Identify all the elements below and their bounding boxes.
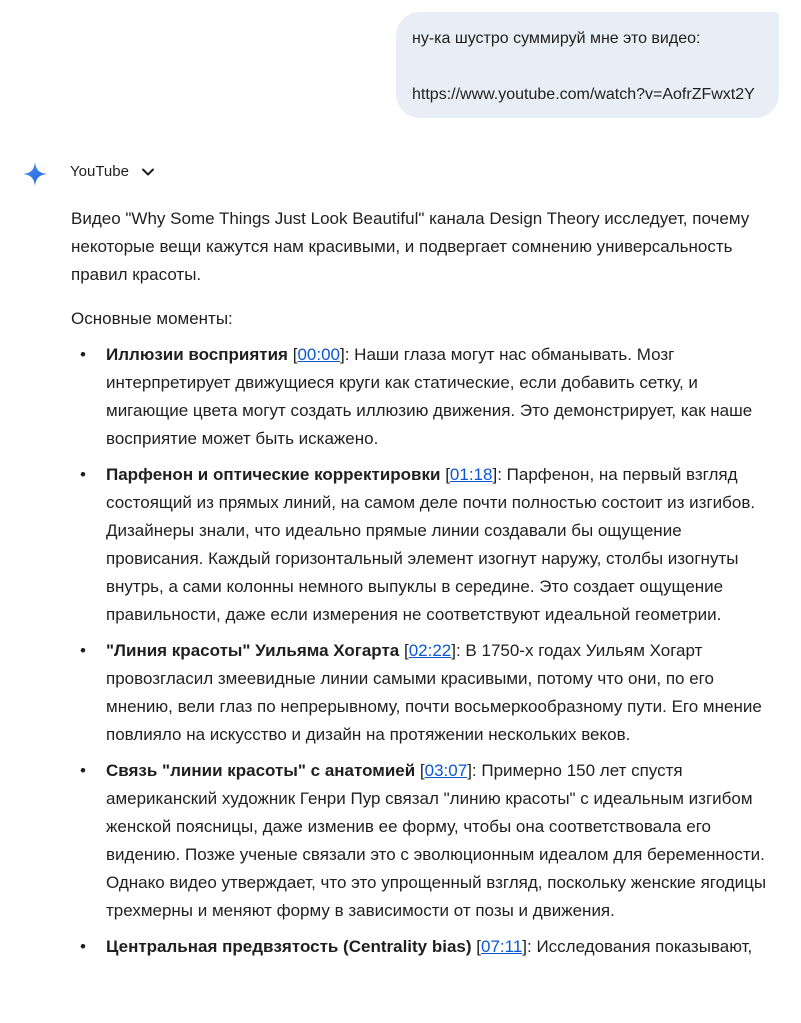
timestamp-link[interactable]: 01:18 bbox=[449, 465, 493, 484]
user-message-bubble bbox=[396, 12, 779, 118]
point-text: : В 1750-х годах Уильям Хогарт провозгласил змеевидные линии самыми красивыми, потому что они, по его мнению, вели глаз по непрерывному, почти восьмеркообразному пути. Его мнение повлияло на искусство и дизайн на протяжении нескольких веков. bbox=[106, 641, 762, 744]
point-title: Парфенон и оптические корректировки bbox=[106, 465, 441, 484]
moments-label: Основные моменты: bbox=[71, 309, 233, 328]
point-text: : Парфенон, на первый взгляд состоящий из прямых линий, на самом деле почти полностью состоит из изгибов. Дизайнеры знали, что идеально прямые линии создавали бы ощущение провисания. Каждый горизонтальный элемент изогнут наружу, столбы изогнуты внутрь, а сами колонны немного выпуклы в середине. Это создает ощущение правильности, даже если измерения не соответствуют идеальной геометрии. bbox=[106, 465, 756, 624]
chevron-down-icon bbox=[141, 165, 155, 179]
key-points-list bbox=[71, 341, 783, 961]
point-text: : Примерно 150 лет спустя американский художник Генри Пур связал "линию красоты" с идеальным изгибом женской поясницы, даже изменив ее форму, чтобы она соответствовала его видению. Позже ученые связали это с эволюционным идеалом для беременности. Однако видео утверждает, что это упрощенный взгляд, поскольку женские ягодицы трехмерны и меняют форму в зависимости от позы и движения. bbox=[106, 761, 767, 920]
list-item: • Иллюзии восприятия [00:00]: Наши глаза могут нас обманывать. Мозг интерпретирует движущиеся круги как статические, если добавить сетку, и мигающие цвета могут создать иллюзию движения. Это демонстрирует, как наше восприятие может быть искажено. bbox=[80, 345, 753, 448]
point-text: : Исследования показывают, bbox=[527, 937, 753, 956]
list-item: • Связь "линии красоты" с анатомией [03:07]: Примерно 150 лет спустя американский художник Генри Пур связал "линию красоты" с идеальным изгибом женской поясницы, даже изменив ее форму, чтобы она соответствовала его видению. Позже ученые связали это с эволюционным идеалом для беременности. Однако видео утверждает, что это упрощенный взгляд, поскольку женские ягодицы трехмерны и меняют форму в зависимости от позы и движения. bbox=[80, 761, 767, 920]
list-item: • "Линия красоты" Уильяма Хогарта [02:22]: В 1750-х годах Уильям Хогарт провозгласил змеевидные линии самыми красивыми, потому что они, по его мнению, вели глаз по непрерывному, почти восьмеркообразному пути. Его мнение повлияло на искусство и дизайн на протяжении нескольких веков. bbox=[80, 641, 762, 744]
user-message-link: https://www.youtube.com/watch?v=AofrZFwxt2Y bbox=[412, 86, 755, 103]
source-toggle[interactable] bbox=[70, 163, 155, 180]
timestamp-link[interactable]: 07:11 bbox=[481, 937, 523, 956]
point-title: Иллюзии восприятия bbox=[106, 345, 288, 364]
timestamp-link[interactable]: 00:00 bbox=[297, 345, 340, 364]
response-header bbox=[22, 160, 129, 188]
response-intro: Видео "Why Some Things Just Look Beautiful" канала Design Theory исследует, почему некоторые вещи кажутся нам красивыми, и подвергает сомнению универсальность правил красоты. bbox=[71, 209, 750, 284]
response-body bbox=[71, 205, 783, 969]
source-label: YouTube bbox=[70, 163, 129, 180]
user-message-text: ну-ка шустро суммируй мне это видео: bbox=[412, 30, 701, 47]
sparkle-icon bbox=[22, 161, 48, 187]
point-text: : Наши глаза могут нас обманывать. Мозг интерпретирует движущиеся круги как статические, если добавить сетку, и мигающие цвета могут создать иллюзию движения. Это демонстрирует, как наше восприятие может быть искажено. bbox=[106, 345, 753, 448]
point-title: Связь "линии красоты" с анатомией bbox=[106, 761, 416, 780]
point-title: "Линия красоты" Уильяма Хогарта bbox=[106, 641, 400, 660]
list-item: • Центральная предвзятость (Centrality bias) [07:11]: Исследования показывают, bbox=[80, 937, 753, 956]
list-item: • Парфенон и оптические корректировки [01:18]: Парфенон, на первый взгляд состоящий из прямых линий, на самом деле почти полностью состоит из изгибов. Дизайнеры знали, что идеально прямые линии создавали бы ощущение провисания. Каждый горизонтальный элемент изогнут наружу, столбы изогнуты внутрь, а сами колонны немного выпуклы в середине. Это создает ощущение правильности, даже если измерения не соответствуют идеальной геометрии. bbox=[80, 465, 756, 624]
timestamp-link[interactable]: 02:22 bbox=[408, 641, 452, 660]
point-title: Центральная предвзятость (Centrality bias) bbox=[106, 937, 472, 956]
timestamp-link[interactable]: 03:07 bbox=[424, 761, 468, 780]
